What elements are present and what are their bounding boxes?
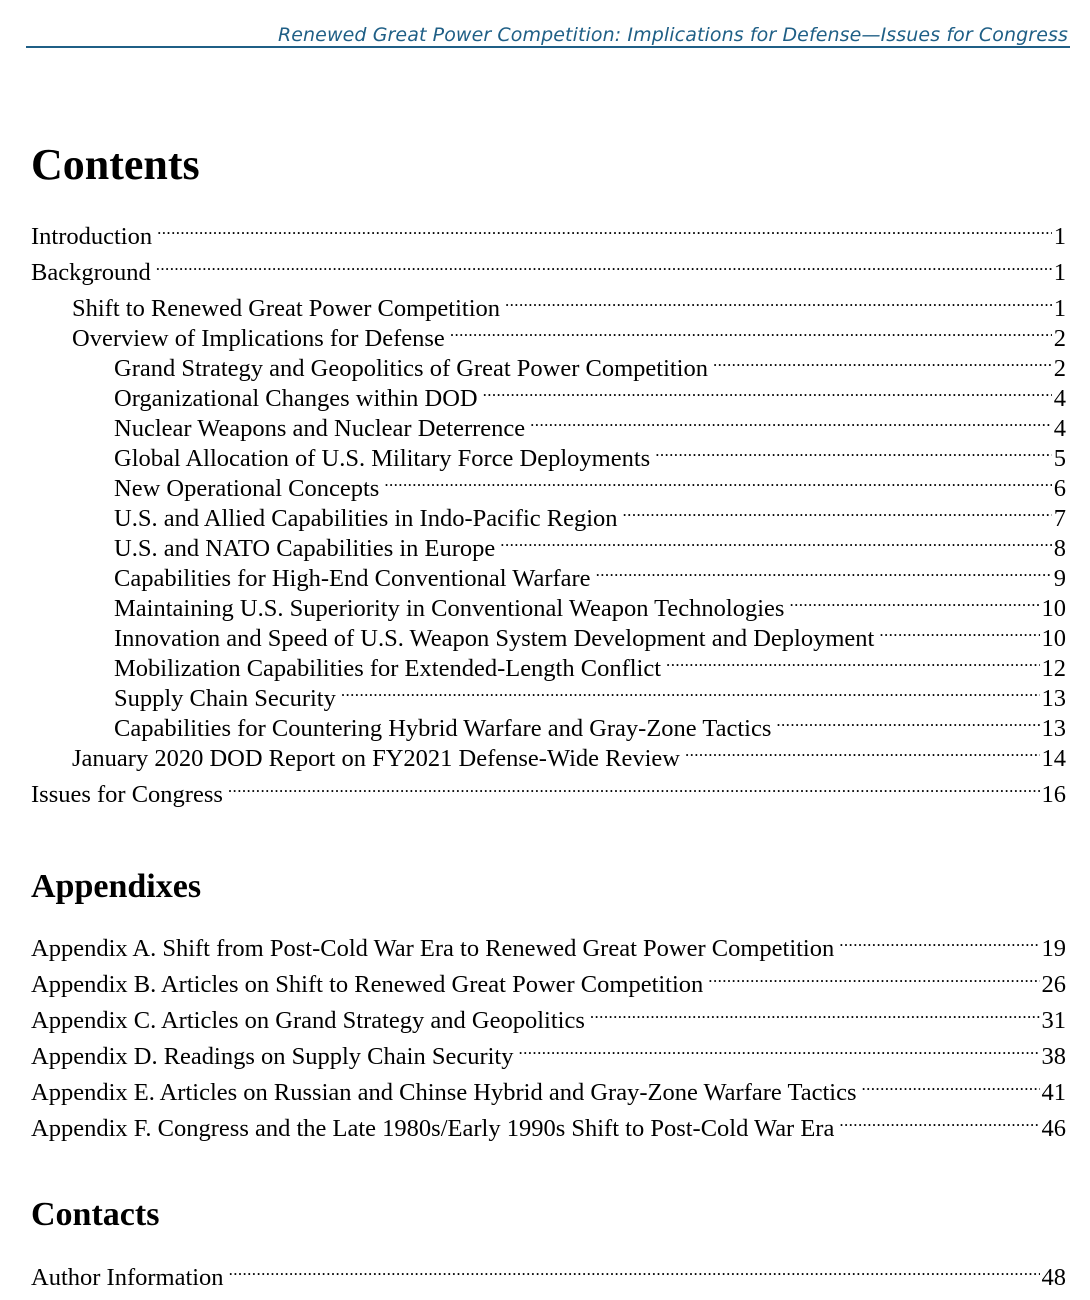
dot-leader xyxy=(500,526,1051,556)
dot-leader xyxy=(655,436,1052,466)
contents-entry[interactable] xyxy=(114,556,1066,592)
toc-entry-label: Organizational Changes within DOD xyxy=(114,385,478,412)
toc-entry-label: Mobilization Capabilities for Extended-Length Conflict xyxy=(114,655,662,682)
toc-entry-label: Appendix A. Shift from Post-Cold War Era to Renewed Great Power Competition xyxy=(31,935,835,962)
contents-entry[interactable] xyxy=(114,346,1066,382)
toc-entry-label: Appendix D. Readings on Supply Chain Security xyxy=(31,1043,514,1070)
dot-leader xyxy=(839,926,1039,956)
contents-entry[interactable] xyxy=(31,214,1066,250)
toc-entry-label: Author Information xyxy=(31,1264,224,1291)
toc-entry-page-number: 1 xyxy=(1053,295,1066,322)
contents-entry[interactable] xyxy=(114,496,1066,532)
contents-entry[interactable] xyxy=(114,646,1066,682)
toc-entry-page-number: 1 xyxy=(1053,259,1066,286)
contacts-heading: Contacts xyxy=(31,1196,160,1233)
toc-entry-page-number: 1 xyxy=(1053,223,1066,250)
toc-entry-label: Appendix F. Congress and the Late 1980s/Early 1990s Shift to Post-Cold War Era xyxy=(31,1115,835,1142)
dot-leader xyxy=(590,998,1040,1028)
contents-heading: Contents xyxy=(31,140,200,189)
toc-entry-label: Overview of Implications for Defense xyxy=(72,325,445,352)
toc-entry-label: Nuclear Weapons and Nuclear Deterrence xyxy=(114,415,526,442)
toc-entry-label: Maintaining U.S. Superiority in Conventional Weapon Technologies xyxy=(114,595,785,622)
toc-entry-page-number: 41 xyxy=(1041,1079,1066,1106)
toc-entry-label: Innovation and Speed of U.S. Weapon System Development and Deployment xyxy=(114,625,875,652)
dot-leader xyxy=(450,316,1052,346)
appendix-entry[interactable] xyxy=(31,998,1066,1034)
toc-entry-page-number: 48 xyxy=(1041,1264,1066,1291)
contents-entry[interactable] xyxy=(114,526,1066,562)
toc-entry-page-number: 10 xyxy=(1041,595,1066,622)
toc-entry-page-number: 31 xyxy=(1041,1007,1066,1034)
dot-leader xyxy=(623,496,1052,526)
running-header xyxy=(26,22,1070,48)
toc-entry-label: Shift to Renewed Great Power Competition xyxy=(72,295,500,322)
toc-entry-page-number: 6 xyxy=(1053,475,1066,502)
toc-entry-page-number: 19 xyxy=(1041,935,1066,962)
contents-entry[interactable] xyxy=(114,586,1066,622)
toc-entry-label: Appendix E. Articles on Russian and Chinse Hybrid and Gray-Zone Warfare Tactics xyxy=(31,1079,857,1106)
contents-entry[interactable] xyxy=(31,772,1066,808)
toc-entry-label: Issues for Congress xyxy=(31,781,223,808)
dot-leader xyxy=(776,706,1039,736)
toc-entry-page-number: 2 xyxy=(1053,325,1066,352)
dot-leader xyxy=(839,1106,1039,1136)
dot-leader xyxy=(685,736,1040,766)
toc-entry-page-number: 9 xyxy=(1053,565,1066,592)
appendix-entry[interactable] xyxy=(31,1034,1066,1070)
dot-leader xyxy=(666,646,1039,676)
toc-entry-label: Capabilities for Countering Hybrid Warfare and Gray-Zone Tactics xyxy=(114,715,772,742)
contents-entry[interactable] xyxy=(114,706,1066,742)
dot-leader xyxy=(708,962,1039,992)
toc-entry-label: Supply Chain Security xyxy=(114,685,336,712)
dot-leader xyxy=(505,286,1052,316)
toc-entry-label: Background xyxy=(31,259,151,286)
toc-entry-label: U.S. and Allied Capabilities in Indo-Pacific Region xyxy=(114,505,618,532)
toc-entry-page-number: 7 xyxy=(1053,505,1066,532)
running-header-title: Renewed Great Power Competition: Implications for Defense—Issues for Congress xyxy=(277,24,1068,46)
dot-leader xyxy=(518,1034,1039,1064)
toc-entry-page-number: 13 xyxy=(1041,715,1066,742)
dot-leader xyxy=(596,556,1052,586)
toc-entry-page-number: 26 xyxy=(1041,971,1066,998)
appendixes-heading: Appendixes xyxy=(31,868,202,905)
dot-leader xyxy=(229,1255,1040,1285)
appendix-entry[interactable] xyxy=(31,926,1066,962)
dot-leader xyxy=(483,376,1052,406)
toc-entry-label: Appendix C. Articles on Grand Strategy and Geopolitics xyxy=(31,1007,585,1034)
contents-entry[interactable] xyxy=(114,406,1066,442)
toc-entry-page-number: 38 xyxy=(1041,1043,1066,1070)
toc-entry-page-number: 2 xyxy=(1053,355,1066,382)
dot-leader xyxy=(341,676,1040,706)
contacts-entry[interactable] xyxy=(31,1255,1066,1291)
dot-leader xyxy=(530,406,1052,436)
toc-entry-page-number: 10 xyxy=(1041,625,1066,652)
contents-entry[interactable] xyxy=(72,736,1066,772)
contents-entry[interactable] xyxy=(72,316,1066,352)
toc-entry-page-number: 13 xyxy=(1041,685,1066,712)
toc-entry-page-number: 16 xyxy=(1041,781,1066,808)
toc-entry-page-number: 46 xyxy=(1041,1115,1066,1142)
toc-entry-page-number: 14 xyxy=(1041,745,1066,772)
toc-entry-label: Introduction xyxy=(31,223,153,250)
dot-leader xyxy=(157,214,1052,244)
dot-leader xyxy=(156,250,1052,280)
contents-entry[interactable] xyxy=(114,676,1066,712)
appendix-entry[interactable] xyxy=(31,1070,1066,1106)
contents-entry[interactable] xyxy=(72,286,1066,322)
toc-entry-page-number: 4 xyxy=(1053,385,1066,412)
toc-entry-label: Global Allocation of U.S. Military Force Deployments xyxy=(114,445,651,472)
contents-entry[interactable] xyxy=(31,250,1066,286)
appendix-entry[interactable] xyxy=(31,1106,1066,1142)
appendix-entry[interactable] xyxy=(31,962,1066,998)
contents-entry[interactable] xyxy=(114,616,1066,652)
toc-entry-label: U.S. and NATO Capabilities in Europe xyxy=(114,535,496,562)
toc-entry-page-number: 8 xyxy=(1053,535,1066,562)
toc-entry-page-number: 4 xyxy=(1053,415,1066,442)
toc-entry-page-number: 5 xyxy=(1053,445,1066,472)
contents-entry[interactable] xyxy=(114,376,1066,412)
toc-entry-label: New Operational Concepts xyxy=(114,475,380,502)
contents-entry[interactable] xyxy=(114,436,1066,472)
dot-leader xyxy=(861,1070,1039,1100)
dot-leader xyxy=(713,346,1052,376)
toc-entry-label: Capabilities for High-End Conventional Warfare xyxy=(114,565,591,592)
dot-leader xyxy=(228,772,1040,802)
toc-entry-label: Grand Strategy and Geopolitics of Great Power Competition xyxy=(114,355,708,382)
toc-entry-label: Appendix B. Articles on Shift to Renewed Great Power Competition xyxy=(31,971,704,998)
dot-leader xyxy=(789,586,1039,616)
dot-leader xyxy=(384,466,1051,496)
toc-entry-label: January 2020 DOD Report on FY2021 Defense-Wide Review xyxy=(72,745,680,772)
contents-entry[interactable] xyxy=(114,466,1066,502)
dot-leader xyxy=(879,616,1039,646)
toc-entry-page-number: 12 xyxy=(1041,655,1066,682)
